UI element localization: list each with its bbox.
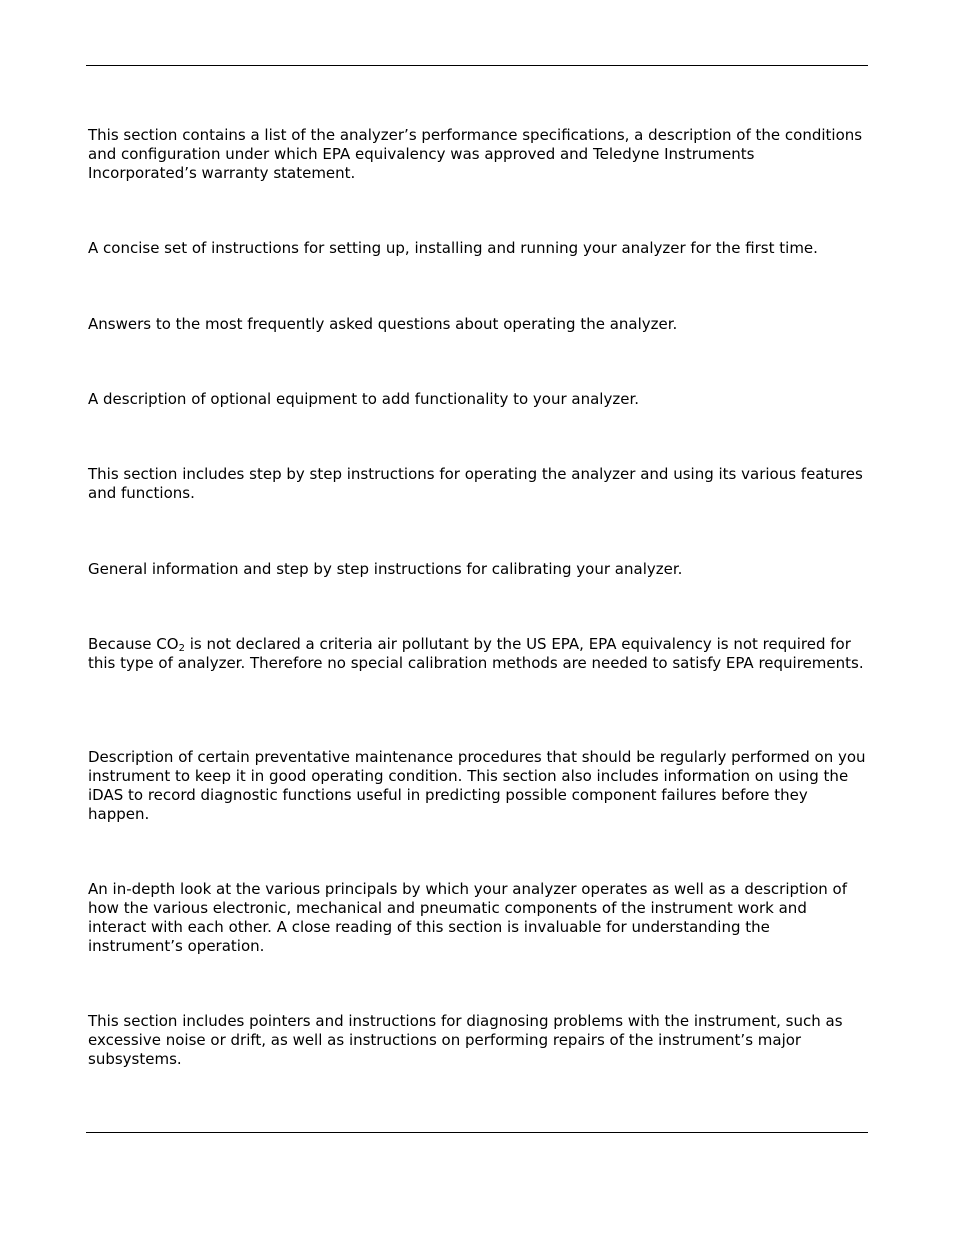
co2-subscript: 2 <box>178 643 185 654</box>
paragraph-getting-started: A concise set of instructions for setting up, installing and running your analyzer for the first time. <box>88 239 818 257</box>
paragraph-epa-calibration <box>88 635 868 673</box>
paragraph-faq: Answers to the most frequently asked questions about operating the analyzer. <box>88 315 678 333</box>
paragraph-calibration: General information and step by step instructions for calibrating your analyzer. <box>88 560 683 578</box>
paragraph-optional-hardware: A description of optional equipment to add functionality to your analyzer. <box>88 390 640 408</box>
header-rule <box>86 65 868 66</box>
paragraph-operating-instructions: This section includes step by step instructions for operating the analyzer and using its various features and functions. <box>88 465 863 502</box>
paragraph-epa-text-before: Because CO <box>88 635 179 653</box>
paragraph-maintenance: Description of certain preventative maintenance procedures that should be regularly performed on you instrument to keep it in good operating condition. This section also includes information on using the iDAS to record diagnostic functions useful in predicting possible component failures before they happen. <box>88 748 866 823</box>
paragraph-theory-of-operation: An in-depth look at the various principals by which your analyzer operates as well as a description of how the various electronic, mechanical and pneumatic components of the instrument work and interact with each other. A close reading of this section is invaluable for understanding the instrument’s operation. <box>88 880 847 955</box>
paragraph-troubleshooting: This section includes pointers and instructions for diagnosing problems with the instrument, such as excessive noise or drift, as well as instructions on performing repairs of the instrument’s major subsystems. <box>88 1012 843 1068</box>
paragraph-epa-text-after: is not declared a criteria air pollutant by the US EPA, EPA equivalency is not required for this type of analyzer. Therefore no special calibration methods are needed to satisfy EPA requirements. <box>88 635 864 672</box>
footer-rule <box>86 1132 868 1133</box>
paragraph-specifications: This section contains a list of the analyzer’s performance specifications, a description of the conditions and configuration under which EPA equivalency was approved and Teledyne Instruments Incorporated’s warranty statement. <box>88 126 863 182</box>
